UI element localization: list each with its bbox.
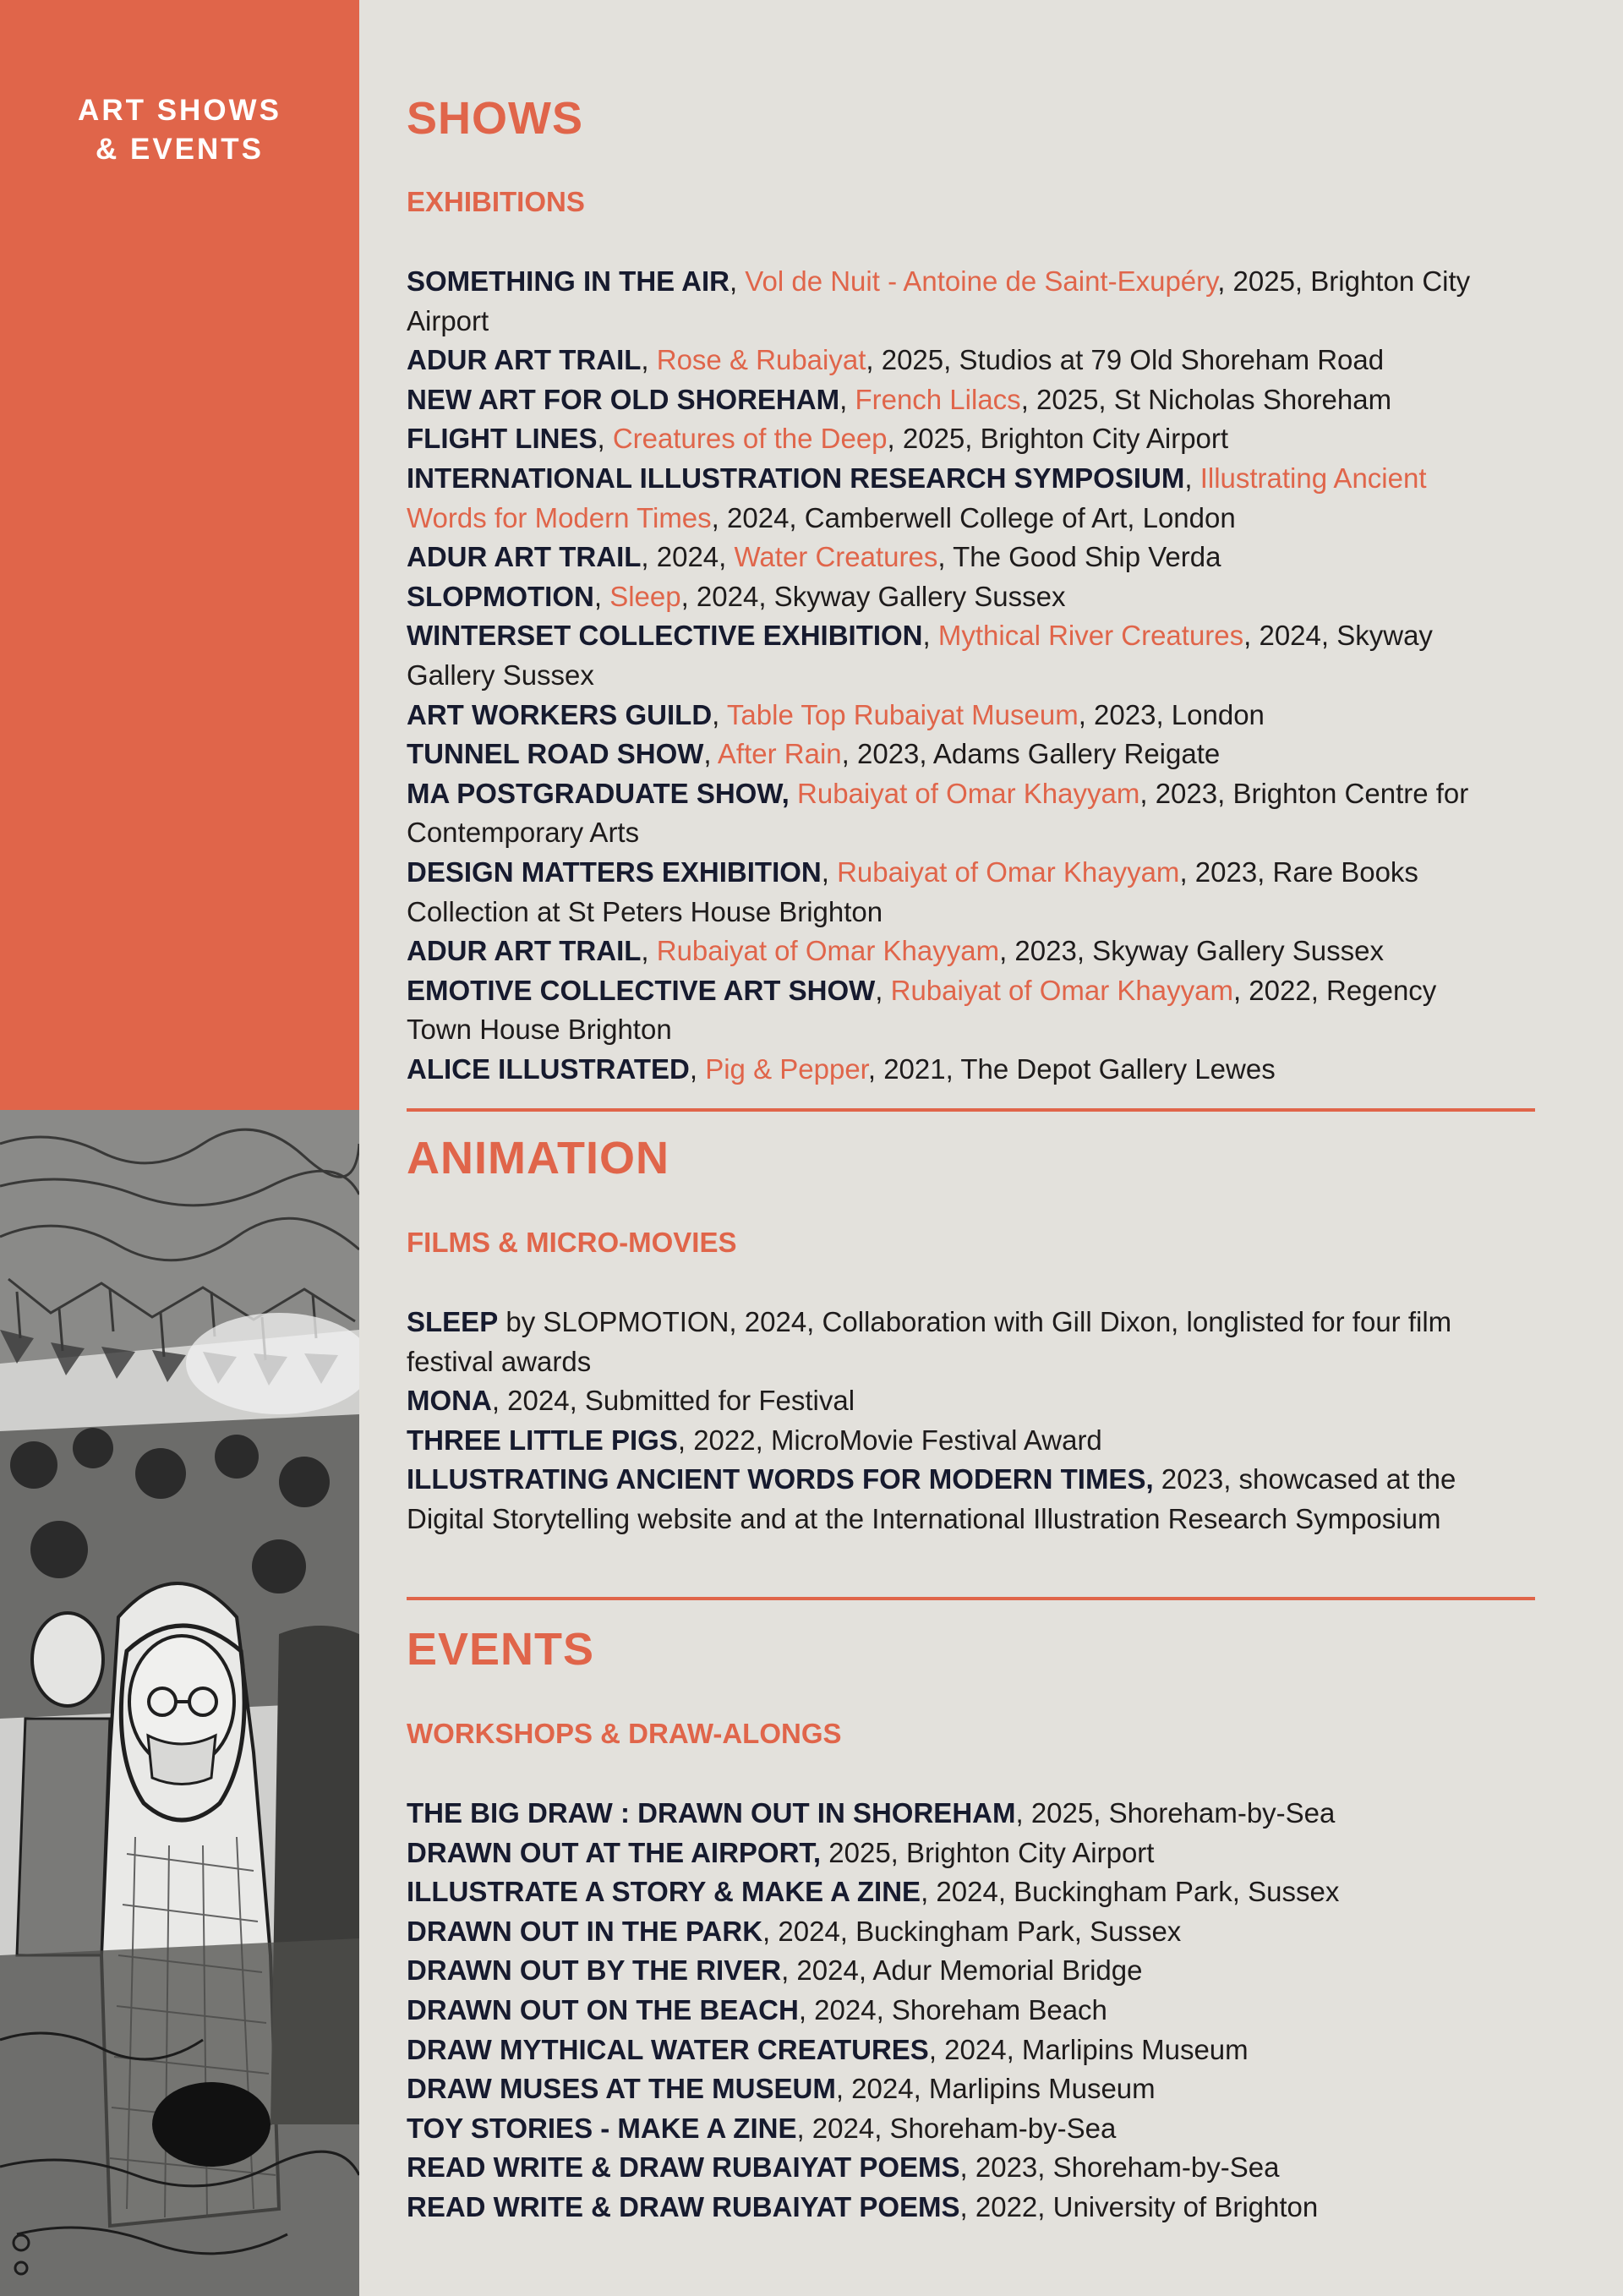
entry-title: MA POSTGRADUATE SHOW, — [407, 777, 790, 809]
list-item — [407, 2148, 1506, 2188]
entry-title: WINTERSET COLLECTIVE EXHIBITION — [407, 620, 923, 652]
list-item — [407, 2109, 1506, 2149]
list-item — [407, 262, 1506, 341]
list-item — [407, 1303, 1472, 1381]
entry-details: , 2023, Brighton Centre for Contemporary Arts — [407, 777, 1469, 849]
entry-artwork: Illustrating Ancient Words for Modern Times — [407, 462, 1427, 533]
entry-title: SLEEP — [407, 1306, 499, 1337]
list-item — [407, 538, 1506, 577]
entry-title: SLOPMOTION — [407, 580, 594, 612]
entry-separator: , — [875, 974, 891, 1006]
exhibitions-subtitle: EXHIBITIONS — [407, 186, 585, 217]
entry-title: ALICE ILLUSTRATED — [407, 1052, 690, 1085]
entry-title: DRAW MYTHICAL WATER CREATURES — [407, 2033, 929, 2065]
entry-separator: , — [712, 698, 727, 730]
entry-details: , 2024, Shoreham Beach — [798, 1993, 1107, 2025]
section-divider — [407, 1597, 1535, 1600]
entry-title: EMOTIVE COLLECTIVE ART SHOW — [407, 974, 876, 1006]
entry-title: ADUR ART TRAIL — [407, 541, 642, 573]
entry-separator: , — [1184, 462, 1200, 494]
entry-details: , 2024, Skyway Gallery Sussex — [407, 620, 1433, 691]
list-item — [407, 696, 1506, 735]
exhibitions-list — [407, 262, 1506, 1089]
entry-separator — [790, 778, 797, 809]
entry-title: TUNNEL ROAD SHOW — [407, 738, 704, 770]
entry-artwork: Rubaiyat of Omar Khayyam — [837, 856, 1180, 888]
entry-details: , 2023, London — [1078, 698, 1265, 730]
entry-title: DRAWN OUT ON THE BEACH — [407, 1993, 799, 2025]
list-item — [407, 971, 1506, 1050]
entry-details: , 2023, Skyway Gallery Sussex — [999, 935, 1384, 967]
list-item — [407, 1794, 1506, 1834]
entry-separator: , — [839, 383, 855, 415]
entry-details: , 2022, University of Brighton — [959, 2190, 1319, 2222]
sidebar-title-line1: ART SHOWS — [78, 94, 281, 127]
workshops-subtitle: WORKSHOPS & DRAW-ALONGS — [407, 1718, 842, 1749]
entry-title: SOMETHING IN THE AIR — [407, 265, 730, 297]
events-title: EVENTS — [407, 1624, 595, 1675]
list-item — [407, 1050, 1506, 1090]
entry-details: , 2024, Buckingham Park, Sussex — [921, 1876, 1340, 1908]
entry-title: TOY STORIES - MAKE A ZINE — [407, 2112, 797, 2144]
entry-artwork: Rubaiyat of Omar Khayyam — [890, 974, 1233, 1006]
list-item — [407, 1421, 1472, 1461]
list-item — [407, 419, 1506, 459]
animation-title: ANIMATION — [407, 1133, 669, 1184]
entry-artwork: Pig & Pepper — [705, 1052, 868, 1085]
entry-artwork: Rubaiyat of Omar Khayyam — [797, 777, 1140, 809]
entry-details: , 2024, Camberwell College of Art, London — [711, 501, 1236, 533]
films-subtitle: FILMS & MICRO-MOVIES — [407, 1227, 737, 1258]
entry-details: , 2025, Brighton City Airport — [887, 423, 1229, 455]
list-item — [407, 932, 1506, 971]
entry-details: , 2023, Adams Gallery Reigate — [841, 738, 1221, 770]
list-item — [407, 459, 1506, 538]
entry-details: by SLOPMOTION, 2024, Collaboration with Gill Dixon, longlisted for four film festival awards — [407, 1306, 1452, 1377]
entry-artwork: Mythical River Creatures — [937, 620, 1244, 652]
list-item — [407, 735, 1506, 774]
entry-separator: , — [703, 738, 718, 770]
entry-title: ADUR ART TRAIL — [407, 935, 642, 967]
entry-details: , 2023, Shoreham-by-Sea — [959, 2151, 1280, 2184]
entry-title: ART WORKERS GUILD — [407, 698, 713, 730]
entry-title: ILLUSTRATING ANCIENT WORDS FOR MODERN TIMES, — [407, 1463, 1154, 1495]
films-list — [407, 1303, 1472, 1539]
entry-title: ILLUSTRATE A STORY & MAKE A ZINE — [407, 1876, 921, 1908]
entry-artwork: Creatures of the Deep — [612, 423, 888, 455]
entry-details: 2025, Brighton City Airport — [821, 1836, 1155, 1868]
entry-details: , 2024, Submitted for Festival — [491, 1385, 855, 1417]
entry-title: MONA — [407, 1385, 492, 1417]
list-item — [407, 380, 1506, 420]
entry-artwork: Sleep — [609, 580, 681, 612]
entry-details: , 2021, The Depot Gallery Lewes — [867, 1052, 1276, 1085]
entry-artwork: French Lilacs — [855, 383, 1021, 415]
list-item — [407, 1460, 1472, 1539]
entry-title: DRAWN OUT BY THE RIVER — [407, 1954, 782, 1987]
entry-title: INTERNATIONAL ILLUSTRATION RESEARCH SYMPOSIUM — [407, 462, 1185, 494]
entry-title: DRAWN OUT AT THE AIRPORT, — [407, 1836, 822, 1868]
illustration-artwork — [0, 1110, 359, 2296]
entry-artwork: Rose & Rubaiyat — [656, 344, 866, 376]
entry-separator: , — [641, 344, 657, 376]
entry-title: DRAWN OUT IN THE PARK — [407, 1915, 763, 1947]
entry-title: THE BIG DRAW : DRAWN OUT IN SHOREHAM — [407, 1797, 1016, 1829]
entry-details: , 2022, MicroMovie Festival Award — [677, 1424, 1102, 1456]
list-item — [407, 1951, 1506, 1991]
entry-details: , 2024, Shoreham-by-Sea — [796, 2112, 1117, 2144]
entry-artwork: Vol de Nuit - Antoine de Saint-Exupéry — [745, 265, 1218, 297]
entry-details: , 2024, Marlipins Museum — [928, 2033, 1249, 2065]
entry-title: FLIGHT LINES — [407, 423, 598, 455]
entry-artwork: Table Top Rubaiyat Museum — [726, 698, 1079, 730]
list-item — [407, 1834, 1506, 1873]
entry-title: DESIGN MATTERS EXHIBITION — [407, 856, 822, 888]
entry-separator: , 2024, — [641, 541, 735, 573]
list-item — [407, 1991, 1506, 2031]
entry-details: , 2025, St Nicholas Shoreham — [1020, 383, 1392, 415]
entry-details: , 2025, Brighton City Airport — [407, 265, 1471, 336]
entry-details: , 2024, Skyway Gallery Sussex — [680, 580, 1066, 612]
entry-details: , 2024, Buckingham Park, Sussex — [762, 1915, 1182, 1947]
entry-details: , 2025, Studios at 79 Old Shoreham Road — [866, 344, 1385, 376]
entry-title: THREE LITTLE PIGS — [407, 1424, 678, 1456]
entry-details: , 2022, Regency Town House Brighton — [407, 974, 1437, 1046]
entry-separator: , — [922, 620, 938, 652]
entry-separator: , — [729, 265, 746, 297]
entry-title: READ WRITE & DRAW RUBAIYAT POEMS — [407, 2151, 960, 2184]
entry-separator: , — [641, 935, 657, 967]
list-item — [407, 1912, 1506, 1952]
entry-artwork: After Rain — [717, 738, 842, 770]
entry-details: , The Good Ship Verda — [937, 541, 1221, 573]
entry-title: ADUR ART TRAIL — [407, 344, 642, 376]
list-item — [407, 774, 1506, 853]
entry-separator: , — [593, 580, 610, 612]
entry-title: READ WRITE & DRAW RUBAIYAT POEMS — [407, 2190, 960, 2222]
sidebar-title-line2: & EVENTS — [95, 133, 265, 166]
sidebar-title — [0, 91, 359, 169]
shows-title: SHOWS — [407, 93, 584, 144]
list-item — [407, 1872, 1506, 1912]
entry-separator: , — [821, 856, 838, 888]
entry-details: 2023, showcased at the Digital Storytelling website and at the International Illustration Research Symposium — [407, 1463, 1456, 1534]
list-item — [407, 341, 1506, 380]
list-item — [407, 853, 1506, 932]
entry-separator: , — [689, 1052, 706, 1085]
entry-title: DRAW MUSES AT THE MUSEUM — [407, 2073, 836, 2105]
entry-separator: , — [597, 423, 613, 455]
entry-details: , 2025, Shoreham-by-Sea — [1015, 1797, 1336, 1829]
entry-details: , 2023, Rare Books Collection at St Peters House Brighton — [407, 856, 1418, 927]
list-item — [407, 2031, 1506, 2070]
entry-title: NEW ART FOR OLD SHOREHAM — [407, 383, 840, 415]
list-item — [407, 2069, 1506, 2109]
section-divider — [407, 1108, 1535, 1112]
list-item — [407, 616, 1506, 695]
entry-details: , 2024, Marlipins Museum — [835, 2073, 1156, 2105]
list-item — [407, 577, 1506, 617]
list-item — [407, 1381, 1472, 1421]
entry-details: , 2024, Adur Memorial Bridge — [781, 1954, 1143, 1987]
entry-artwork: Rubaiyat of Omar Khayyam — [656, 935, 1000, 967]
list-item — [407, 2188, 1506, 2228]
workshops-list — [407, 1794, 1506, 2228]
entry-artwork: Water Creatures — [734, 541, 938, 573]
